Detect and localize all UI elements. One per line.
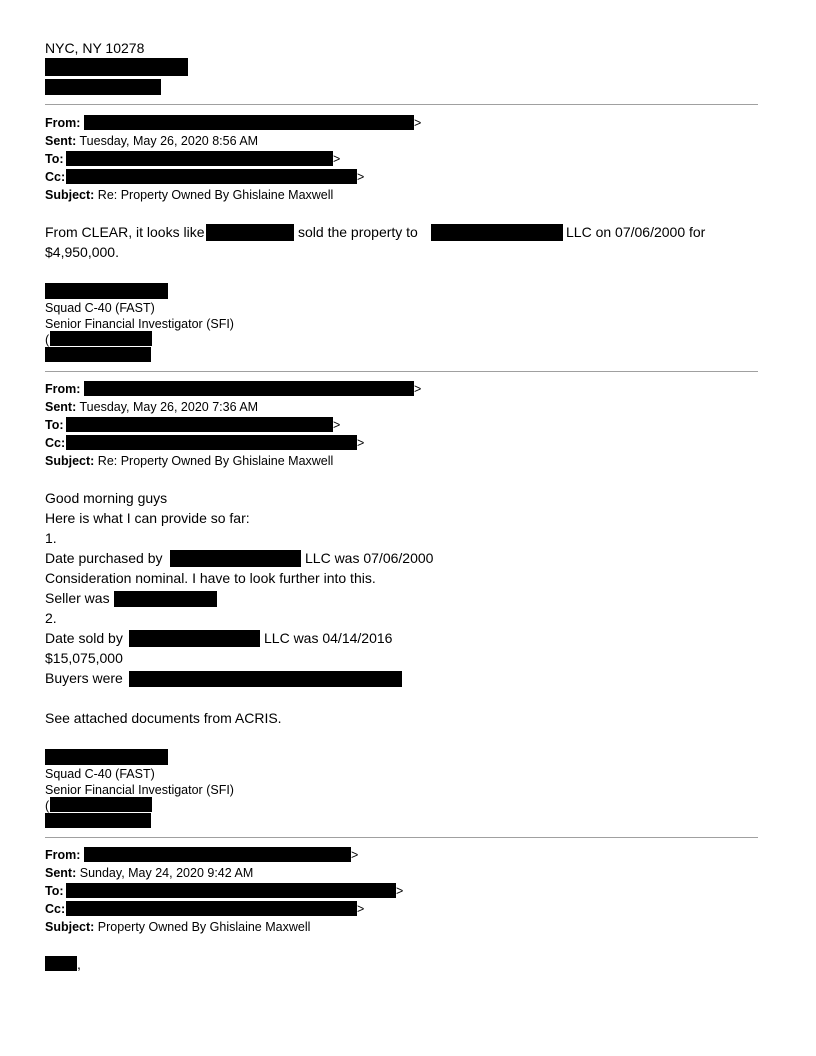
gt-char: >	[351, 848, 359, 862]
sig-paren: (	[45, 333, 50, 347]
email3-cc	[45, 900, 65, 918]
redaction-box	[45, 813, 151, 828]
email1-body-line1	[45, 222, 204, 242]
email2-sent	[45, 398, 258, 416]
email2-line8	[45, 628, 123, 648]
gt-char: >	[357, 902, 365, 916]
text: Buyers were	[45, 670, 123, 686]
email2-from	[45, 380, 80, 398]
gt-char: >	[333, 152, 341, 166]
gt-char: >	[333, 418, 341, 432]
email1-body-line2: $4,950,000.	[45, 244, 119, 260]
redaction-box	[66, 151, 333, 166]
sig-title: Senior Financial Investigator (SFI)	[45, 317, 234, 331]
email2-to	[45, 416, 64, 434]
email2-line6	[45, 588, 110, 608]
text: sold the property to	[298, 224, 418, 240]
email1-sent	[45, 132, 258, 150]
address-line: NYC, NY 10278	[45, 40, 145, 56]
email3-subject	[45, 918, 310, 936]
email2-line7: 2.	[45, 610, 57, 626]
email2-line2: Here is what I can provide so far:	[45, 510, 250, 526]
subject-value: Property Owned By Ghislaine Maxwell	[97, 920, 311, 934]
redaction-box	[84, 847, 351, 862]
email3-from	[45, 846, 80, 864]
cc-label: Cc:	[45, 902, 66, 916]
email2-line10	[45, 668, 123, 688]
email3-sent	[45, 864, 253, 882]
sig-title: Senior Financial Investigator (SFI)	[45, 783, 234, 797]
gt-char: >	[357, 170, 365, 184]
text: LLC was 07/06/2000	[305, 550, 434, 566]
redaction-box	[114, 591, 217, 607]
sig-paren: (	[45, 799, 50, 813]
redaction-box	[66, 169, 357, 184]
greeting-comma: ,	[77, 956, 81, 972]
redaction-box	[45, 58, 188, 76]
email2-line4	[45, 548, 163, 568]
email1-subject	[45, 186, 333, 204]
divider	[45, 837, 758, 838]
redaction-box	[45, 79, 161, 95]
redaction-box	[45, 347, 151, 362]
from-label: From:	[45, 116, 81, 130]
text: LLC was 04/14/2016	[264, 630, 393, 646]
redaction-box	[206, 224, 294, 241]
subject-label: Subject:	[45, 454, 95, 468]
gt-char: >	[357, 436, 365, 450]
gt-char: >	[414, 382, 422, 396]
text: Date sold by	[45, 630, 123, 646]
sent-label: Sent:	[45, 134, 77, 148]
redaction-box	[66, 435, 357, 450]
redaction-box	[170, 550, 301, 567]
email2-line11: See attached documents from ACRIS.	[45, 710, 282, 726]
sent-value: Tuesday, May 26, 2020 7:36 AM	[79, 400, 259, 414]
sig-squad: Squad C-40 (FAST)	[45, 767, 155, 781]
redaction-box	[50, 331, 152, 346]
sent-value: Tuesday, May 26, 2020 8:56 AM	[79, 134, 259, 148]
sent-value: Sunday, May 24, 2020 9:42 AM	[79, 866, 254, 880]
cc-label: Cc:	[45, 436, 66, 450]
redaction-box	[45, 749, 168, 765]
redaction-box	[129, 630, 260, 647]
email2-subject	[45, 452, 333, 470]
redaction-box	[129, 671, 402, 687]
email2-cc	[45, 434, 65, 452]
subject-value: Re: Property Owned By Ghislaine Maxwell	[97, 454, 334, 468]
sig-squad: Squad C-40 (FAST)	[45, 301, 155, 315]
sent-label: Sent:	[45, 866, 77, 880]
redaction-box	[50, 797, 152, 812]
gt-char: >	[414, 116, 422, 130]
subject-label: Subject:	[45, 920, 95, 934]
email2-line1: Good morning guys	[45, 490, 168, 506]
text: Date purchased by	[45, 550, 163, 566]
email2-line5: Consideration nominal. I have to look further into this.	[45, 570, 376, 586]
text: LLC on 07/06/2000 for	[566, 224, 706, 240]
to-label: To:	[45, 152, 64, 166]
subject-value: Re: Property Owned By Ghislaine Maxwell	[97, 188, 334, 202]
redaction-box	[84, 381, 414, 396]
to-label: To:	[45, 884, 64, 898]
divider	[45, 104, 758, 105]
text: From CLEAR, it looks like	[45, 224, 205, 240]
redaction-box	[84, 115, 414, 130]
sent-label: Sent:	[45, 400, 77, 414]
redaction-box	[66, 901, 357, 916]
redaction-box	[66, 883, 396, 898]
from-label: From:	[45, 848, 81, 862]
email1-from	[45, 114, 80, 132]
email1-cc	[45, 168, 65, 186]
email2-line9: $15,075,000	[45, 650, 123, 666]
gt-char: >	[396, 884, 404, 898]
from-label: From:	[45, 382, 81, 396]
email3-to	[45, 882, 64, 900]
redaction-box	[66, 417, 333, 432]
cc-label: Cc:	[45, 170, 66, 184]
redaction-box	[431, 224, 563, 241]
redaction-box	[45, 283, 168, 299]
redaction-box	[45, 956, 77, 971]
subject-label: Subject:	[45, 188, 95, 202]
email2-line3: 1.	[45, 530, 57, 546]
divider	[45, 371, 758, 372]
to-label: To:	[45, 418, 64, 432]
email1-to	[45, 150, 64, 168]
text: Seller was	[45, 590, 110, 606]
